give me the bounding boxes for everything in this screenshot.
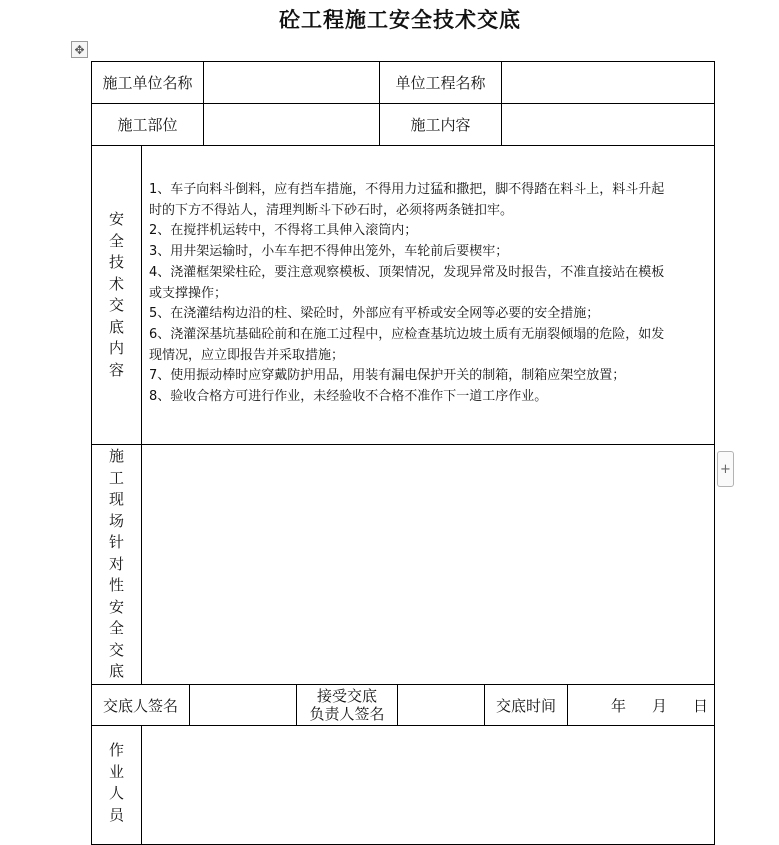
site-safety-field[interactable]	[141, 444, 715, 685]
workers-section-char: 员	[108, 805, 124, 824]
day-label: 日	[693, 696, 709, 715]
construction-unit-field[interactable]	[203, 61, 380, 104]
safety-section-char: 术	[108, 274, 124, 293]
move-cross-icon[interactable]: ✥	[71, 41, 88, 58]
site-section-char: 场	[108, 511, 124, 530]
content-field[interactable]	[501, 103, 715, 146]
safety-section-char: 底	[108, 317, 124, 336]
safety-rule-line: 3、用井架运输时，小车车把不得伸出笼外，车轮前后要楔牢；	[149, 244, 509, 260]
receiver-label-line1: 接受交底	[316, 687, 377, 705]
safety-rule-line: 5、在浇灌结构边沿的柱、梁砼时，外部应有平桥或安全网等必要的安全措施；	[149, 306, 600, 322]
safety-rule-line: 6、浇灌深基坑基础砼前和在施工过程中，应检查基坑边坡土质有无崩裂倾塌的危险，如发	[149, 326, 665, 342]
site-safety-label	[91, 444, 142, 685]
safety-rule-line: 2、在搅拌机运转中，不得将工具伸入滚筒内；	[149, 223, 418, 239]
site-section-char: 施	[108, 447, 124, 466]
plus-icon[interactable]: +	[717, 451, 734, 487]
site-section-char: 针	[108, 533, 124, 552]
location-field[interactable]	[203, 103, 380, 146]
workers-label	[91, 725, 142, 845]
construction-unit-label: 施工单位名称	[91, 61, 204, 104]
discloser-sign-label: 交底人签名	[91, 684, 190, 726]
safety-rule-line: 现情况，应立即报告并采取措施；	[149, 347, 345, 363]
workers-section-char: 人	[108, 784, 124, 802]
workers-field[interactable]	[141, 725, 715, 845]
safety-section-char: 容	[108, 360, 124, 379]
safety-section-char: 全	[108, 231, 124, 250]
disclosure-date-field[interactable]	[567, 684, 715, 726]
project-name-field[interactable]	[501, 61, 715, 104]
receiver-sign-label	[296, 684, 398, 726]
safety-content-text[interactable]	[141, 145, 715, 445]
site-section-char: 对	[108, 554, 124, 573]
safety-rule-line: 或支撑操作；	[149, 285, 228, 301]
safety-rule-line: 8、验收合格方可进行作业，未经验收不合格不准作下一道工序作业。	[149, 389, 548, 405]
disclosure-time-label: 交底时间	[484, 684, 568, 726]
location-label: 施工部位	[91, 103, 204, 146]
safety-rule-line: 4、浇灌框架梁柱砼，要注意观察模板、顶架情况，发现异常及时报告，不准直接站在模板	[149, 264, 665, 280]
year-label: 年	[611, 696, 627, 715]
safety-rule-line: 时的下方不得站人，清理判断斗下砂石时，必须将两条链扣牢。	[149, 202, 514, 218]
project-name-label: 单位工程名称	[379, 61, 502, 104]
document-title: 砼工程施工安全技术交底	[279, 7, 521, 32]
site-section-char: 工	[108, 468, 124, 487]
workers-section-char: 作	[108, 741, 124, 759]
site-section-char: 性	[108, 576, 124, 595]
site-section-char: 交	[108, 640, 124, 659]
safety-content-label	[91, 145, 142, 445]
safety-section-char: 安	[108, 210, 124, 228]
workers-section-char: 业	[108, 762, 124, 781]
site-section-char: 现	[108, 490, 124, 509]
safety-rule-line: 7、使用振动棒时应穿戴防护用品，用装有漏电保护开关的制箱，制箱应架空放置；	[149, 368, 626, 384]
safety-section-char: 内	[108, 339, 124, 357]
site-section-char: 全	[108, 619, 124, 638]
site-section-char: 安	[108, 597, 124, 616]
site-section-char: 底	[108, 662, 124, 681]
receiver-label-line2: 负责人签名	[309, 705, 385, 723]
receiver-sign-field[interactable]	[397, 684, 485, 726]
discloser-sign-field[interactable]	[189, 684, 297, 726]
month-label: 月	[652, 696, 668, 715]
content-label: 施工内容	[379, 103, 502, 146]
safety-rule-line: 1、车子向料斗倒料，应有挡车措施，不得用力过猛和撒把，脚不得踏在料斗上，料斗升起	[149, 182, 665, 197]
safety-section-char: 交	[108, 296, 124, 314]
safety-section-char: 技	[108, 253, 124, 271]
